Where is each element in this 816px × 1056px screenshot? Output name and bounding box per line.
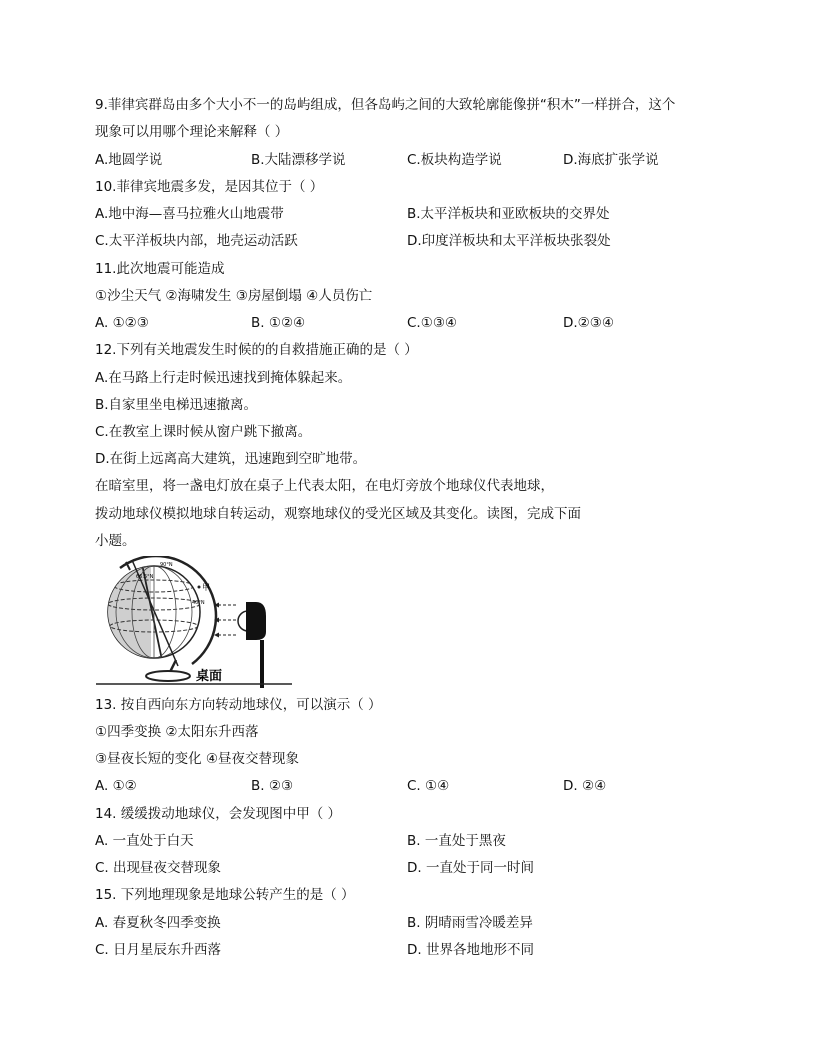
q12-option-a: A.在马路上行走时候迅速找到掩体躲起来。 <box>95 370 352 386</box>
lat-label-40: 40°N <box>192 600 205 606</box>
q13-option-d: D. ②④ <box>563 778 607 794</box>
q12-option-c: C.在教室上课时候从窗户跳下撤离。 <box>95 424 312 440</box>
q14-stem: 14. 缓缓拨动地球仪，会发现图中甲（ ） <box>95 806 342 822</box>
q14-option-d: D. 一直处于同一时间 <box>407 860 534 876</box>
q13-items-line1: ①四季变换 ②太阳东升西落 <box>95 724 259 740</box>
q15-option-b: B. 阴晴雨雪冷暖差异 <box>407 915 533 931</box>
q13-option-a: A. ①② <box>95 778 137 794</box>
lat-label-66: 66.5°N <box>136 574 154 580</box>
q9-option-d: D.海底扩张学说 <box>563 152 659 168</box>
q11-option-b: B. ①②④ <box>251 315 306 331</box>
q11-items: ①沙尘天气 ②海啸发生 ③房屋倒塌 ④人员伤亡 <box>95 288 373 304</box>
q10-option-b: B.太平洋板块和亚欧板块的交界处 <box>407 206 610 222</box>
q11-option-c: C.①③④ <box>407 315 458 331</box>
q14-option-c: C. 出现昼夜交替现象 <box>95 860 222 876</box>
q15-stem: 15. 下列地理现象是地球公转产生的是（ ） <box>95 887 355 903</box>
q9-stem-line1: 9.菲律宾群岛由多个大小不一的岛屿组成，但各岛屿之间的大致轮廓能像拼“积木”一样拼合，这个 <box>95 97 676 113</box>
q13-stem: 13. 按自西向东方向转动地球仪，可以演示（ ） <box>95 697 382 713</box>
q13-option-b: B. ②③ <box>251 778 294 794</box>
q12-stem: 12.下列有关地震发生时候的的自救措施正确的是（ ） <box>95 342 418 358</box>
q14-option-a: A. 一直处于白天 <box>95 833 194 849</box>
q13-items-line2: ③昼夜长短的变化 ④昼夜交替现象 <box>95 751 299 767</box>
q15-option-c: C. 日月星辰东升西落 <box>95 942 222 958</box>
q12-option-b: B.自家里坐电梯迅速撤离。 <box>95 397 258 413</box>
q12-option-d: D.在街上远离高大建筑，迅速跑到空旷地带。 <box>95 451 367 467</box>
intro-line2: 拨动地球仪模拟地球自转运动，观察地球仪的受光区域及其变化。读图，完成下面 <box>95 506 581 522</box>
intro-line1: 在暗室里，将一盏电灯放在桌子上代表太阳，在电灯旁放个地球仪代表地球， <box>95 478 554 494</box>
intro-line3: 小题。 <box>95 533 136 549</box>
q9-stem-line2: 现象可以用哪个理论来解释（ ） <box>95 124 289 140</box>
globe-lamp-figure <box>96 556 296 691</box>
q10-option-c: C.太平洋板块内部，地壳运动活跃 <box>95 233 298 249</box>
q11-option-d: D.②③④ <box>563 315 614 331</box>
light-arrow-icon <box>214 603 236 638</box>
q14-option-b: B. 一直处于黑夜 <box>407 833 506 849</box>
lat-label-90: 90°N <box>160 562 173 568</box>
lamp-icon <box>238 602 266 688</box>
q11-option-a: A. ①②③ <box>95 315 149 331</box>
q10-option-a: A.地中海—喜马拉雅火山地震带 <box>95 206 284 222</box>
q15-option-a: A. 春夏秋冬四季变换 <box>95 915 221 931</box>
q9-option-c: C.板块构造学说 <box>407 152 502 168</box>
q10-option-d: D.印度洋板块和太平洋板块张裂处 <box>407 233 611 249</box>
q13-option-c: C. ①④ <box>407 778 450 794</box>
desk-label: 桌面 <box>196 669 223 684</box>
point-jia-label: 甲 <box>202 583 210 592</box>
q9-option-a: A.地圆学说 <box>95 152 163 168</box>
q10-stem: 10.菲律宾地震多发，是因其位于（ ） <box>95 179 324 195</box>
q9-option-b: B.大陆漂移学说 <box>251 152 346 168</box>
q15-option-d: D. 世界各地地形不同 <box>407 942 534 958</box>
q11-stem: 11.此次地震可能造成 <box>95 261 225 277</box>
